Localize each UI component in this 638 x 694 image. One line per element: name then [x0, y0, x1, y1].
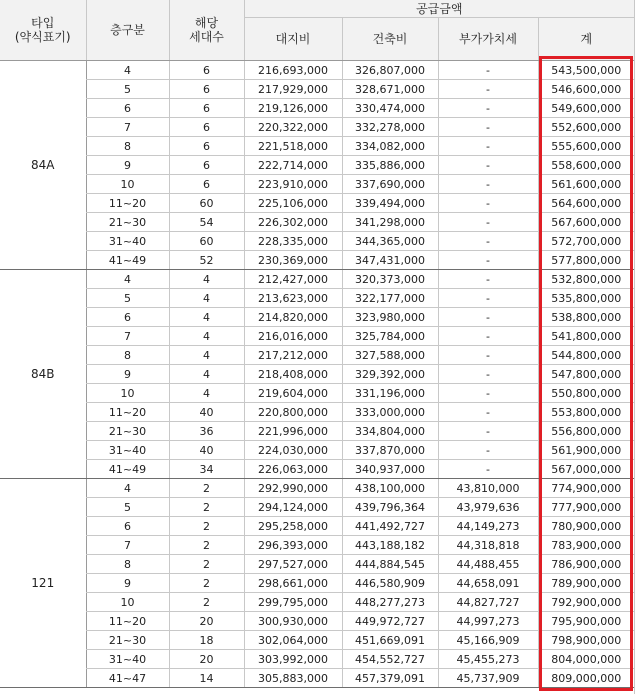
building-cost-cell: 325,784,000 — [342, 327, 438, 346]
units-cell: 6 — [169, 80, 244, 99]
vat-cell: - — [438, 61, 538, 80]
building-cost-cell: 334,804,000 — [342, 422, 438, 441]
building-cost-cell: 337,870,000 — [342, 441, 438, 460]
floor-cell: 6 — [86, 99, 169, 118]
land-cost-cell: 221,518,000 — [244, 137, 342, 156]
building-cost-cell: 332,278,000 — [342, 118, 438, 137]
table-row — [0, 498, 634, 517]
land-cost-cell: 221,996,000 — [244, 422, 342, 441]
units-cell: 6 — [169, 137, 244, 156]
floor-cell: 8 — [86, 346, 169, 365]
building-cost-cell: 344,365,000 — [342, 232, 438, 251]
building-cost-cell: 334,082,000 — [342, 137, 438, 156]
land-cost-cell: 226,063,000 — [244, 460, 342, 479]
type-cell: 84A — [0, 61, 86, 270]
building-cost-cell: 341,298,000 — [342, 213, 438, 232]
total-cell: 564,600,000 — [538, 194, 634, 213]
table-row — [0, 593, 634, 612]
floor-cell: 31~40 — [86, 441, 169, 460]
total-cell: 786,900,000 — [538, 555, 634, 574]
header-supply-price: 공급금액 — [244, 0, 634, 18]
total-cell: 532,800,000 — [538, 270, 634, 289]
table-row — [0, 270, 634, 289]
units-cell: 2 — [169, 498, 244, 517]
land-cost-cell: 220,800,000 — [244, 403, 342, 422]
vat-cell: - — [438, 80, 538, 99]
floor-cell: 10 — [86, 384, 169, 403]
building-cost-cell: 330,474,000 — [342, 99, 438, 118]
land-cost-cell: 224,030,000 — [244, 441, 342, 460]
floor-cell: 21~30 — [86, 422, 169, 441]
land-cost-cell: 303,992,000 — [244, 650, 342, 669]
land-cost-cell: 300,930,000 — [244, 612, 342, 631]
building-cost-cell: 331,196,000 — [342, 384, 438, 403]
units-cell: 4 — [169, 289, 244, 308]
vat-cell: 45,455,273 — [438, 650, 538, 669]
land-cost-cell: 213,623,000 — [244, 289, 342, 308]
total-cell: 549,600,000 — [538, 99, 634, 118]
building-cost-cell: 451,669,091 — [342, 631, 438, 650]
units-cell: 4 — [169, 270, 244, 289]
table-row — [0, 156, 634, 175]
land-cost-cell: 295,258,000 — [244, 517, 342, 536]
land-cost-cell: 212,427,000 — [244, 270, 342, 289]
land-cost-cell: 305,883,000 — [244, 669, 342, 688]
vat-cell: 44,488,455 — [438, 555, 538, 574]
vat-cell: - — [438, 175, 538, 194]
header-floor: 층구분 — [86, 0, 169, 61]
vat-cell: - — [438, 99, 538, 118]
floor-cell: 7 — [86, 327, 169, 346]
total-cell: 809,000,000 — [538, 669, 634, 688]
total-cell: 777,900,000 — [538, 498, 634, 517]
floor-cell: 10 — [86, 593, 169, 612]
total-cell: 553,800,000 — [538, 403, 634, 422]
floor-cell: 4 — [86, 479, 169, 498]
table-row — [0, 308, 634, 327]
building-cost-cell: 439,796,364 — [342, 498, 438, 517]
table-row — [0, 669, 634, 688]
floor-cell: 5 — [86, 289, 169, 308]
total-cell: 544,800,000 — [538, 346, 634, 365]
table-row — [0, 137, 634, 156]
total-cell: 546,600,000 — [538, 80, 634, 99]
vat-cell: - — [438, 460, 538, 479]
table-row — [0, 61, 634, 80]
units-cell: 2 — [169, 517, 244, 536]
units-cell: 20 — [169, 650, 244, 669]
floor-cell: 31~40 — [86, 650, 169, 669]
vat-cell: - — [438, 118, 538, 137]
floor-cell: 9 — [86, 156, 169, 175]
vat-cell: - — [438, 137, 538, 156]
units-cell: 34 — [169, 460, 244, 479]
land-cost-cell: 302,064,000 — [244, 631, 342, 650]
total-cell: 567,600,000 — [538, 213, 634, 232]
table-body — [0, 61, 634, 688]
units-cell: 6 — [169, 118, 244, 137]
building-cost-cell: 454,552,727 — [342, 650, 438, 669]
building-cost-cell: 323,980,000 — [342, 308, 438, 327]
building-cost-cell: 333,000,000 — [342, 403, 438, 422]
total-cell: 543,500,000 — [538, 61, 634, 80]
table-row — [0, 327, 634, 346]
vat-cell: - — [438, 270, 538, 289]
table-row — [0, 517, 634, 536]
table-row — [0, 213, 634, 232]
land-cost-cell: 297,527,000 — [244, 555, 342, 574]
units-cell: 2 — [169, 593, 244, 612]
land-cost-cell: 223,910,000 — [244, 175, 342, 194]
building-cost-cell: 320,373,000 — [342, 270, 438, 289]
table-row — [0, 289, 634, 308]
total-cell: 535,800,000 — [538, 289, 634, 308]
vat-cell: - — [438, 194, 538, 213]
floor-cell: 41~47 — [86, 669, 169, 688]
total-cell: 556,800,000 — [538, 422, 634, 441]
building-cost-cell: 328,671,000 — [342, 80, 438, 99]
floor-cell: 8 — [86, 137, 169, 156]
floor-cell: 41~49 — [86, 251, 169, 270]
land-cost-cell: 216,693,000 — [244, 61, 342, 80]
total-cell: 541,800,000 — [538, 327, 634, 346]
floor-cell: 4 — [86, 61, 169, 80]
units-cell: 54 — [169, 213, 244, 232]
units-cell: 60 — [169, 194, 244, 213]
floor-cell: 11~20 — [86, 194, 169, 213]
vat-cell: 44,827,727 — [438, 593, 538, 612]
table-row — [0, 365, 634, 384]
vat-cell: - — [438, 365, 538, 384]
table-row — [0, 403, 634, 422]
total-cell: 550,800,000 — [538, 384, 634, 403]
vat-cell: - — [438, 232, 538, 251]
land-cost-cell: 222,714,000 — [244, 156, 342, 175]
floor-cell: 7 — [86, 118, 169, 137]
table-row — [0, 118, 634, 137]
vat-cell: 44,658,091 — [438, 574, 538, 593]
vat-cell: 44,149,273 — [438, 517, 538, 536]
units-cell: 6 — [169, 99, 244, 118]
building-cost-cell: 326,807,000 — [342, 61, 438, 80]
table-row — [0, 555, 634, 574]
floor-cell: 5 — [86, 80, 169, 99]
floor-cell: 41~49 — [86, 460, 169, 479]
table-row — [0, 99, 634, 118]
total-cell: 577,800,000 — [538, 251, 634, 270]
vat-cell: - — [438, 308, 538, 327]
land-cost-cell: 219,126,000 — [244, 99, 342, 118]
vat-cell: - — [438, 403, 538, 422]
table-row — [0, 232, 634, 251]
land-cost-cell: 228,335,000 — [244, 232, 342, 251]
table-row — [0, 346, 634, 365]
vat-cell: 43,810,000 — [438, 479, 538, 498]
table-row — [0, 650, 634, 669]
units-cell: 6 — [169, 175, 244, 194]
units-cell: 20 — [169, 612, 244, 631]
land-cost-cell: 230,369,000 — [244, 251, 342, 270]
floor-cell: 21~30 — [86, 631, 169, 650]
units-cell: 6 — [169, 61, 244, 80]
header-type: 타입 (약식표기) — [0, 0, 86, 61]
floor-cell: 8 — [86, 555, 169, 574]
units-cell: 4 — [169, 308, 244, 327]
building-cost-cell: 329,392,000 — [342, 365, 438, 384]
building-cost-cell: 340,937,000 — [342, 460, 438, 479]
building-cost-cell: 446,580,909 — [342, 574, 438, 593]
vat-cell: 45,166,909 — [438, 631, 538, 650]
total-cell: 555,600,000 — [538, 137, 634, 156]
table-right-border — [634, 0, 635, 694]
units-cell: 36 — [169, 422, 244, 441]
building-cost-cell: 438,100,000 — [342, 479, 438, 498]
floor-cell: 11~20 — [86, 612, 169, 631]
floor-cell: 9 — [86, 365, 169, 384]
units-cell: 4 — [169, 327, 244, 346]
table-row — [0, 479, 634, 498]
total-cell: 538,800,000 — [538, 308, 634, 327]
total-cell: 547,800,000 — [538, 365, 634, 384]
land-cost-cell: 298,661,000 — [244, 574, 342, 593]
table-row — [0, 460, 634, 479]
building-cost-cell: 443,188,182 — [342, 536, 438, 555]
land-cost-cell: 226,302,000 — [244, 213, 342, 232]
units-cell: 52 — [169, 251, 244, 270]
units-cell: 60 — [169, 232, 244, 251]
table-row — [0, 574, 634, 593]
units-cell: 2 — [169, 574, 244, 593]
header-building-cost: 건축비 — [342, 18, 438, 61]
land-cost-cell: 217,929,000 — [244, 80, 342, 99]
building-cost-cell: 444,884,545 — [342, 555, 438, 574]
header-vat: 부가가치세 — [438, 18, 538, 61]
floor-cell: 31~40 — [86, 232, 169, 251]
building-cost-cell: 327,588,000 — [342, 346, 438, 365]
units-cell: 2 — [169, 536, 244, 555]
land-cost-cell: 299,795,000 — [244, 593, 342, 612]
table-header — [0, 0, 634, 61]
header-land-cost: 대지비 — [244, 18, 342, 61]
units-cell: 18 — [169, 631, 244, 650]
land-cost-cell: 296,393,000 — [244, 536, 342, 555]
land-cost-cell: 225,106,000 — [244, 194, 342, 213]
land-cost-cell: 294,124,000 — [244, 498, 342, 517]
building-cost-cell: 337,690,000 — [342, 175, 438, 194]
floor-cell: 9 — [86, 574, 169, 593]
vat-cell: 44,318,818 — [438, 536, 538, 555]
floor-cell: 10 — [86, 175, 169, 194]
header-total: 계 — [538, 18, 634, 61]
total-cell: 795,900,000 — [538, 612, 634, 631]
total-cell: 804,000,000 — [538, 650, 634, 669]
building-cost-cell: 448,277,273 — [342, 593, 438, 612]
units-cell: 40 — [169, 403, 244, 422]
floor-cell: 4 — [86, 270, 169, 289]
type-cell: 84B — [0, 270, 86, 479]
total-cell: 561,900,000 — [538, 441, 634, 460]
table-row — [0, 536, 634, 555]
floor-cell: 7 — [86, 536, 169, 555]
vat-cell: - — [438, 156, 538, 175]
building-cost-cell: 449,972,727 — [342, 612, 438, 631]
total-cell: 567,000,000 — [538, 460, 634, 479]
table-row — [0, 422, 634, 441]
building-cost-cell: 347,431,000 — [342, 251, 438, 270]
total-cell: 561,600,000 — [538, 175, 634, 194]
floor-cell: 6 — [86, 308, 169, 327]
table-row — [0, 251, 634, 270]
table-row — [0, 441, 634, 460]
units-cell: 2 — [169, 479, 244, 498]
table-row — [0, 80, 634, 99]
vat-cell: 45,737,909 — [438, 669, 538, 688]
units-cell: 4 — [169, 346, 244, 365]
table-row — [0, 631, 634, 650]
building-cost-cell: 322,177,000 — [342, 289, 438, 308]
vat-cell: - — [438, 346, 538, 365]
vat-cell: - — [438, 213, 538, 232]
type-cell: 121 — [0, 479, 86, 688]
vat-cell: - — [438, 441, 538, 460]
total-cell: 572,700,000 — [538, 232, 634, 251]
total-cell: 558,600,000 — [538, 156, 634, 175]
building-cost-cell: 339,494,000 — [342, 194, 438, 213]
land-cost-cell: 214,820,000 — [244, 308, 342, 327]
units-cell: 4 — [169, 365, 244, 384]
units-cell: 6 — [169, 156, 244, 175]
vat-cell: - — [438, 251, 538, 270]
total-cell: 774,900,000 — [538, 479, 634, 498]
units-cell: 14 — [169, 669, 244, 688]
land-cost-cell: 216,016,000 — [244, 327, 342, 346]
table-row — [0, 612, 634, 631]
vat-cell: - — [438, 289, 538, 308]
vat-cell: - — [438, 384, 538, 403]
building-cost-cell: 441,492,727 — [342, 517, 438, 536]
table-row — [0, 175, 634, 194]
units-cell: 4 — [169, 384, 244, 403]
floor-cell: 6 — [86, 517, 169, 536]
building-cost-cell: 457,379,091 — [342, 669, 438, 688]
land-cost-cell: 217,212,000 — [244, 346, 342, 365]
land-cost-cell: 219,604,000 — [244, 384, 342, 403]
vat-cell: - — [438, 327, 538, 346]
building-cost-cell: 335,886,000 — [342, 156, 438, 175]
table-row — [0, 384, 634, 403]
floor-cell: 5 — [86, 498, 169, 517]
total-cell: 789,900,000 — [538, 574, 634, 593]
land-cost-cell: 292,990,000 — [244, 479, 342, 498]
vat-cell: 43,979,636 — [438, 498, 538, 517]
land-cost-cell: 218,408,000 — [244, 365, 342, 384]
total-cell: 783,900,000 — [538, 536, 634, 555]
units-cell: 40 — [169, 441, 244, 460]
total-cell: 780,900,000 — [538, 517, 634, 536]
total-cell: 792,900,000 — [538, 593, 634, 612]
land-cost-cell: 220,322,000 — [244, 118, 342, 137]
vat-cell: - — [438, 422, 538, 441]
floor-cell: 11~20 — [86, 403, 169, 422]
header-units: 해당 세대수 — [169, 0, 244, 61]
floor-cell: 21~30 — [86, 213, 169, 232]
total-cell: 798,900,000 — [538, 631, 634, 650]
table-row — [0, 194, 634, 213]
total-cell: 552,600,000 — [538, 118, 634, 137]
vat-cell: 44,997,273 — [438, 612, 538, 631]
units-cell: 2 — [169, 555, 244, 574]
